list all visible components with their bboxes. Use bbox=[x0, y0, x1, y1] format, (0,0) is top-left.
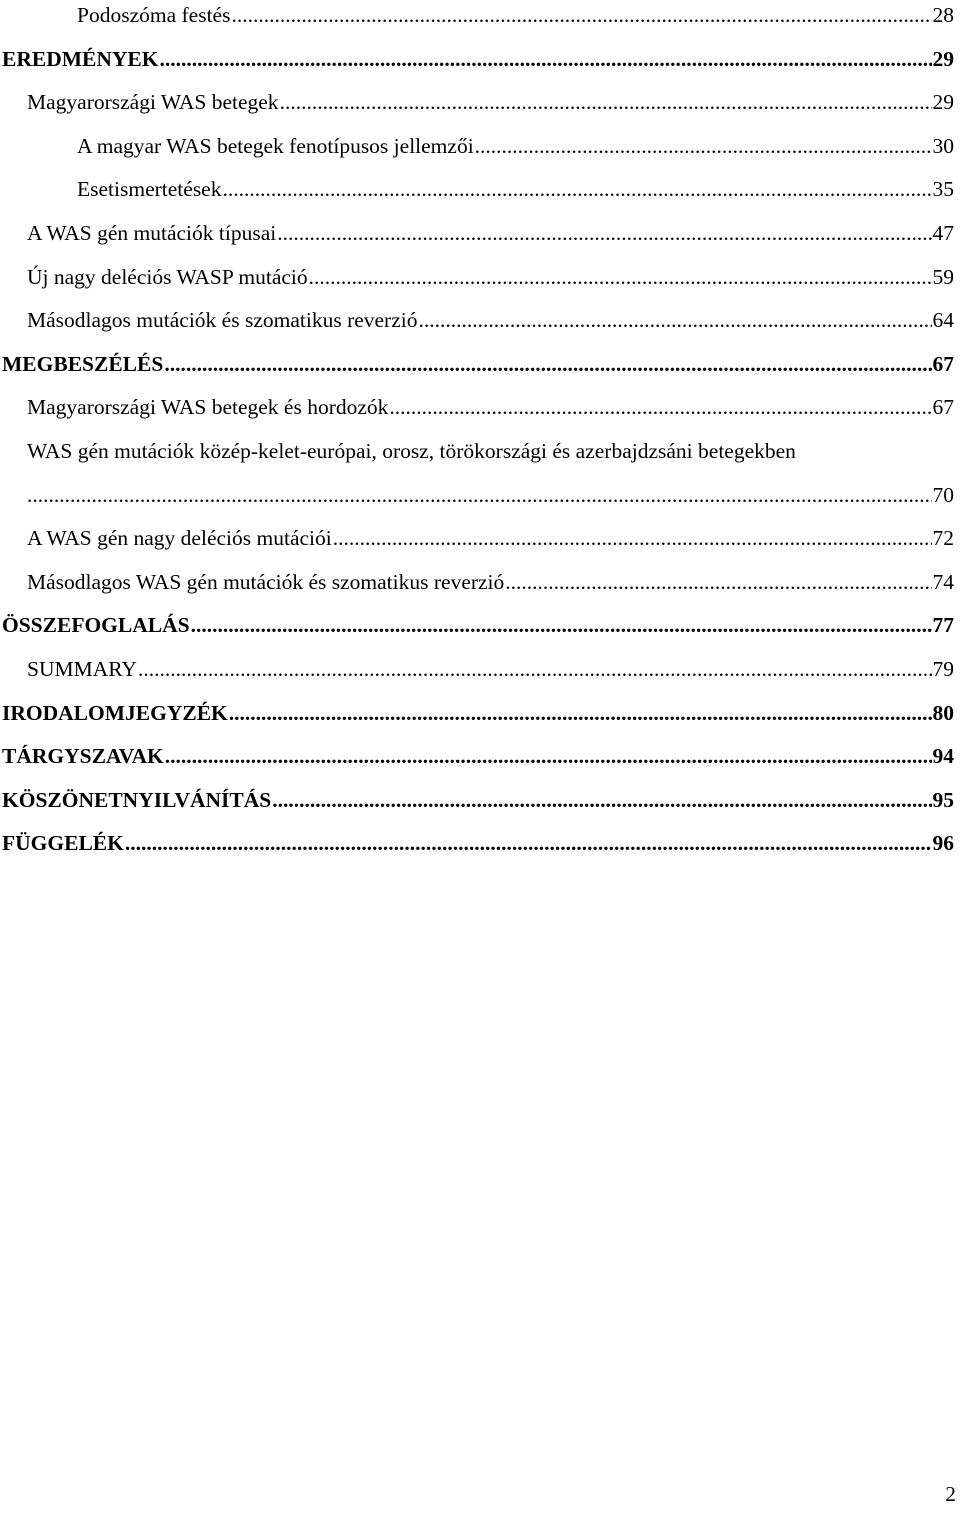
toc-entry bbox=[0, 741, 960, 785]
toc-entry bbox=[0, 349, 960, 393]
toc-entry bbox=[0, 174, 960, 218]
toc-entry bbox=[0, 828, 960, 872]
toc-dot-leader bbox=[389, 392, 931, 422]
toc-dot-leader bbox=[333, 523, 932, 553]
toc-entry bbox=[0, 392, 960, 436]
toc-dot-leader bbox=[505, 567, 931, 597]
toc-entry-continuation bbox=[0, 480, 960, 524]
toc-entry-title: IRODALOMJEGYZÉK bbox=[2, 700, 228, 725]
toc-entry-page: 79 bbox=[932, 656, 954, 681]
toc-entry-page: 96 bbox=[932, 831, 954, 856]
toc-dot-leader bbox=[159, 44, 931, 74]
toc-entry-page: 72 bbox=[932, 526, 954, 551]
toc-entry bbox=[0, 218, 960, 262]
toc-entry-page: 74 bbox=[932, 569, 954, 594]
toc-entry bbox=[0, 567, 960, 611]
toc-entry-page: 80 bbox=[932, 700, 954, 725]
toc-entry bbox=[0, 44, 960, 88]
toc-entry bbox=[0, 0, 960, 44]
toc-dot-leader bbox=[138, 654, 932, 684]
toc-entry-page: 67 bbox=[932, 395, 954, 420]
toc-entry-page: 70 bbox=[932, 482, 954, 507]
page-number: 2 bbox=[945, 1482, 956, 1506]
toc-entry-page: 28 bbox=[932, 3, 954, 27]
toc-entry-page: 47 bbox=[932, 220, 954, 245]
toc-entry-title: Esetismertetések bbox=[77, 177, 222, 202]
toc-dot-leader bbox=[475, 131, 932, 161]
toc-dot-leader bbox=[272, 785, 931, 815]
toc-entry-page: 30 bbox=[932, 133, 954, 158]
toc-dot-leader bbox=[229, 698, 932, 728]
toc-entry-page: 95 bbox=[932, 787, 954, 812]
toc-entry-title: Podoszóma festés bbox=[77, 3, 231, 27]
toc-entry-page: 35 bbox=[932, 177, 954, 202]
toc-entry-title: KÖSZÖNETNYILVÁNÍTÁS bbox=[2, 787, 272, 812]
toc-entry bbox=[0, 654, 960, 698]
toc-entry-title: TÁRGYSZAVAK bbox=[2, 744, 164, 769]
toc-entry-title: MEGBESZÉLÉS bbox=[2, 351, 164, 376]
toc-entry-page: 77 bbox=[932, 613, 954, 638]
toc-dot-leader bbox=[419, 305, 932, 335]
toc-dot-leader bbox=[27, 480, 932, 510]
toc-entry-title: SUMMARY bbox=[27, 656, 137, 681]
toc-entry-title: FÜGGELÉK bbox=[2, 831, 124, 856]
toc-dot-leader bbox=[191, 610, 932, 640]
toc-entry bbox=[0, 523, 960, 567]
toc-entry-title: Magyarországi WAS betegek bbox=[27, 90, 279, 115]
toc-entry-page: 59 bbox=[932, 264, 954, 289]
toc-entry-title: Magyarországi WAS betegek és hordozók bbox=[27, 395, 389, 420]
toc-dot-leader bbox=[125, 828, 932, 858]
toc-entry-page: 29 bbox=[932, 46, 954, 71]
toc-entry bbox=[0, 436, 960, 480]
toc-entry-title: Másodlagos WAS gén mutációk és szomatikus reverzió bbox=[27, 569, 505, 594]
toc-entry-title: Új nagy deléciós WASP mutáció bbox=[27, 264, 308, 289]
toc-entry bbox=[0, 87, 960, 131]
toc-entry-title: A magyar WAS betegek fenotípusos jellemzői bbox=[77, 133, 474, 158]
toc-entry-page: 94 bbox=[932, 744, 954, 769]
toc-dot-leader bbox=[165, 741, 932, 771]
toc-entry bbox=[0, 305, 960, 349]
toc-entry-page: 64 bbox=[932, 308, 954, 333]
toc-dot-leader bbox=[309, 262, 932, 292]
toc-entry-title: A WAS gén nagy deléciós mutációi bbox=[27, 526, 332, 551]
toc-entry-title: ÖSSZEFOGLALÁS bbox=[2, 613, 190, 638]
toc-entry bbox=[0, 610, 960, 654]
toc-dot-leader bbox=[277, 218, 931, 248]
toc-entry-title: A WAS gén mutációk típusai bbox=[27, 220, 277, 245]
toc-dot-leader bbox=[231, 0, 931, 30]
toc-entry-title: WAS gén mutációk közép-kelet-európai, orosz, törökországi és azerbajdzsáni betegekben bbox=[27, 438, 796, 463]
toc-entry-title: EREDMÉNYEK bbox=[2, 46, 159, 71]
toc-dot-leader bbox=[222, 174, 931, 204]
toc-entry bbox=[0, 698, 960, 742]
toc-entry bbox=[0, 785, 960, 829]
toc-entry bbox=[0, 262, 960, 306]
toc-entry-page: 67 bbox=[932, 351, 954, 376]
toc-dot-leader bbox=[280, 87, 932, 117]
toc-entry-page: 29 bbox=[932, 90, 954, 115]
toc-dot-leader bbox=[164, 349, 931, 379]
toc-entry bbox=[0, 131, 960, 175]
toc-entry-title: Másodlagos mutációk és szomatikus reverzió bbox=[27, 308, 418, 333]
